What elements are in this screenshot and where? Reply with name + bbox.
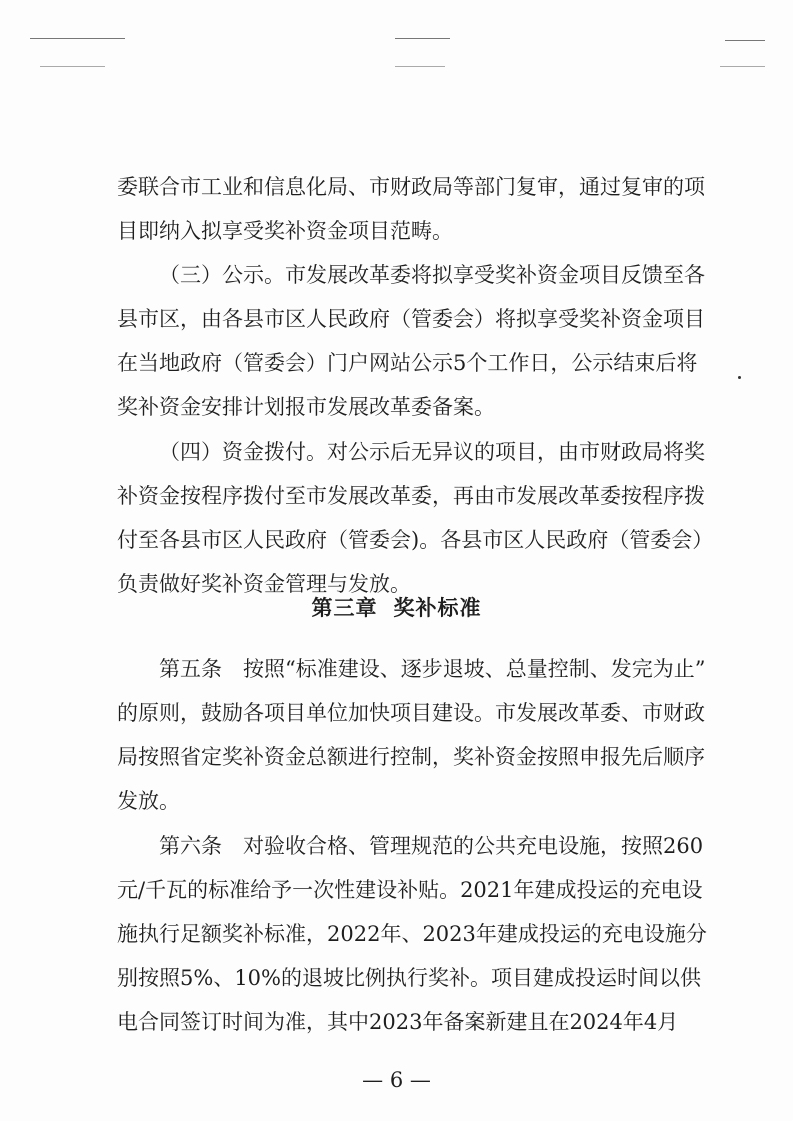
scan-artifact (725, 40, 765, 41)
scan-artifact (720, 66, 765, 67)
text-line: 的原则，鼓励各项目单位加快项目建设。市发展改革委、市财政 (117, 701, 705, 725)
text-line: 负责做好奖补资金管理与发放。 (117, 572, 411, 596)
text-line: 电合同签订时间为准，其中2023年备案新建且在2024年4月 (117, 1010, 679, 1034)
scan-dot (738, 376, 741, 379)
chapter-number: 第三章 (311, 596, 378, 620)
text-line: 发放。 (117, 789, 180, 813)
text-line: 在当地政府（管委会）门户网站公示5个工作日，公示结束后将 (117, 351, 698, 375)
text-line: 付至各县市区人民政府（管委会)。各县市区人民政府（管委会） (117, 528, 714, 552)
text-line: 第六条 对验收合格、管理规范的公共充电设施，按照260 (159, 834, 704, 858)
text-line: （四）资金拨付。对公示后无异议的项目，由市财政局将奖 (159, 440, 705, 464)
text-line: 施执行足额奖补标准，2022年、2023年建成投运的充电设施分 (117, 922, 707, 946)
text-line: 元/千瓦的标准给予一次性建设补贴。2021年建成投运的充电设 (117, 878, 703, 902)
scan-artifact (395, 38, 450, 39)
text-line: 别按照5%、10%的退坡比例执行奖补。项目建成投运时间以供 (117, 966, 701, 990)
page-number: — 6 — (362, 1068, 431, 1092)
text-line: 补资金按程序拨付至市发展改革委，再由市发展改革委按程序拨 (117, 484, 705, 508)
text-line: 奖补资金安排计划报市发展改革委备案。 (117, 395, 495, 419)
scan-artifact (40, 66, 105, 67)
scan-artifact (395, 66, 445, 67)
chapter-heading (0, 592, 793, 622)
text-line: 局按照省定奖补资金总额进行控制，奖补资金按照申报先后顺序 (117, 745, 705, 769)
text-line: 委联合市工业和信息化局、市财政局等部门复审，通过复审的项 (117, 175, 705, 199)
scan-artifact (30, 38, 125, 39)
text-line: 目即纳入拟享受奖补资金项目范畴。 (117, 219, 453, 243)
text-line: 第五条 按照“标准建设、逐步退坡、总量控制、发完为止” (159, 657, 706, 681)
text-line: 县市区，由各县市区人民政府（管委会）将拟享受奖补资金项目 (117, 307, 705, 331)
chapter-title: 奖补标准 (393, 596, 482, 620)
text-line: （三）公示。市发展改革委将拟享受奖补资金项目反馈至各 (159, 263, 705, 287)
